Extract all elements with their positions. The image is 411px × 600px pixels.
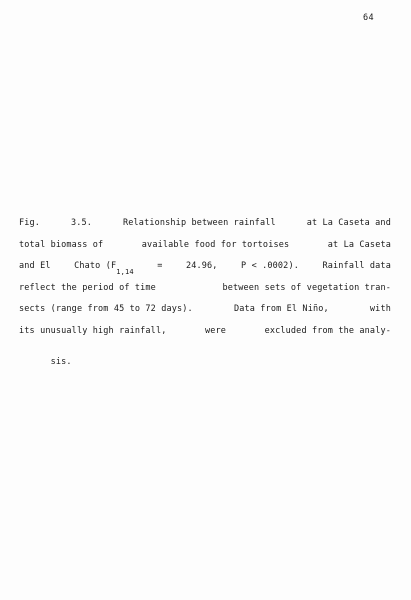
caption-text: with [369,304,391,314]
caption-text: available food for tortoises [141,239,290,250]
figure-number: 3.5. [71,218,93,228]
caption-line-6 [19,326,391,348]
caption-text: P < .0002). [241,261,299,271]
caption-line-3 [19,261,391,283]
caption-text: its unusually high rainfall, [19,325,167,336]
figure-label: Fig. [19,218,41,228]
caption-line-7 [19,347,391,369]
figure-caption [19,218,391,369]
caption-line-1 [19,218,391,240]
degrees-of-freedom-subscript: 1,14 [116,268,134,276]
caption-text: at La Caseta and [306,218,391,228]
caption-text: total biomass of [19,239,104,250]
caption-line-5 [19,304,391,326]
caption-text: at La Caseta [327,239,391,250]
caption-text: between sets of vegetation tran- [222,282,391,293]
caption-line-4 [19,283,391,305]
caption-text: sis. [50,357,72,367]
caption-text: sects (range from 45 to 72 days). [19,304,193,314]
caption-text: 24.96, [185,261,218,271]
caption-text: and El [19,261,51,271]
caption-text: excluded from the analy- [264,325,391,336]
caption-text: Relationship between rainfall [123,218,276,228]
f-statistic [74,261,134,283]
caption-text: Rainfall data [322,261,391,271]
caption-text: Data from El Niño, [233,304,329,314]
caption-text: were [205,325,227,336]
page-number: 64 [362,13,374,23]
caption-line-2 [19,240,391,262]
caption-text: = [157,261,163,271]
caption-text: Chato (F [74,261,117,271]
caption-text: reflect the period of time [19,282,156,293]
